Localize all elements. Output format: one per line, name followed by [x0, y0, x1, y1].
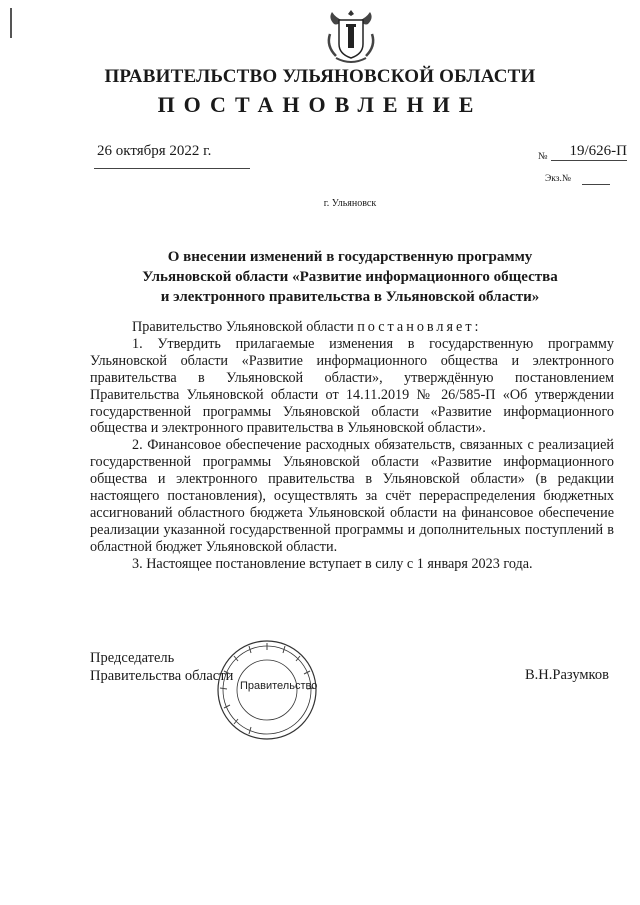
paragraph-1: 1. Утвердить прилагаемые изменения в государственную программу Ульяновской области «Развитие информационного общества и электронного правительства в Ульяновской области», утверждённую постановлением Правительства Ульяновской области от 14.11.2019 № 26/585-П «Об утверждении государственной программы Ульяновской области «Развитие информационного общества и электронного правительства в Ульяновской области». [90, 335, 614, 437]
document-title [0, 247, 640, 307]
title-line: и электронного правительства в Ульяновской области» [160, 289, 540, 305]
page-edge-mark [10, 8, 12, 38]
signer-name: В.Н.Разумков [525, 667, 609, 683]
date-underline [94, 168, 250, 169]
document-number: 19/626-П [551, 142, 627, 161]
number-label: № [538, 151, 548, 162]
signer-position-line: Правительства области [90, 668, 234, 684]
copy-number-label: Экз.№ [545, 174, 571, 184]
intro-paragraph [90, 319, 614, 336]
document-type: ПОСТАНОВЛЕНИЕ [157, 92, 483, 117]
government-name: ПРАВИТЕЛЬСТВО УЛЬЯНОВСКОЙ ОБЛАСТИ [104, 66, 536, 87]
title-line: Ульяновской области «Развитие информационного общества [142, 269, 558, 285]
copy-number-line [582, 184, 610, 185]
city: г. Ульяновск [323, 198, 377, 209]
signer-position-line: Председатель [90, 650, 175, 666]
seal-text: Правительство [240, 680, 318, 692]
signer-position [90, 649, 233, 685]
paragraph-3: 3. Настоящее постановление вступает в силу с 1 января 2023 года. [132, 555, 533, 572]
document-date: 26 октября 2022 г. [97, 143, 212, 159]
title-line: О внесении изменений в государственную программу [167, 249, 533, 265]
intro-verb: постановляет: [357, 319, 482, 335]
paragraph-2: 2. Финансовое обеспечение расходных обязательств, связанных с реализацией государственной программы Ульяновской области «Развитие информационного общества и электронного правительства в Ульяновской области» (в редакции настоящего постановления), осуществлять за счёт перераспределения бюджетных ассигнований областного бюджета Ульяновской области на финансовое обеспечение реализации указанной государственной программы и дополнительных поступлений в областной бюджет Ульяновской области. [90, 437, 614, 555]
coat-of-arms-icon [322, 6, 380, 66]
intro-subject: Правительство Ульяновской области [132, 319, 354, 335]
document-body [90, 319, 614, 573]
